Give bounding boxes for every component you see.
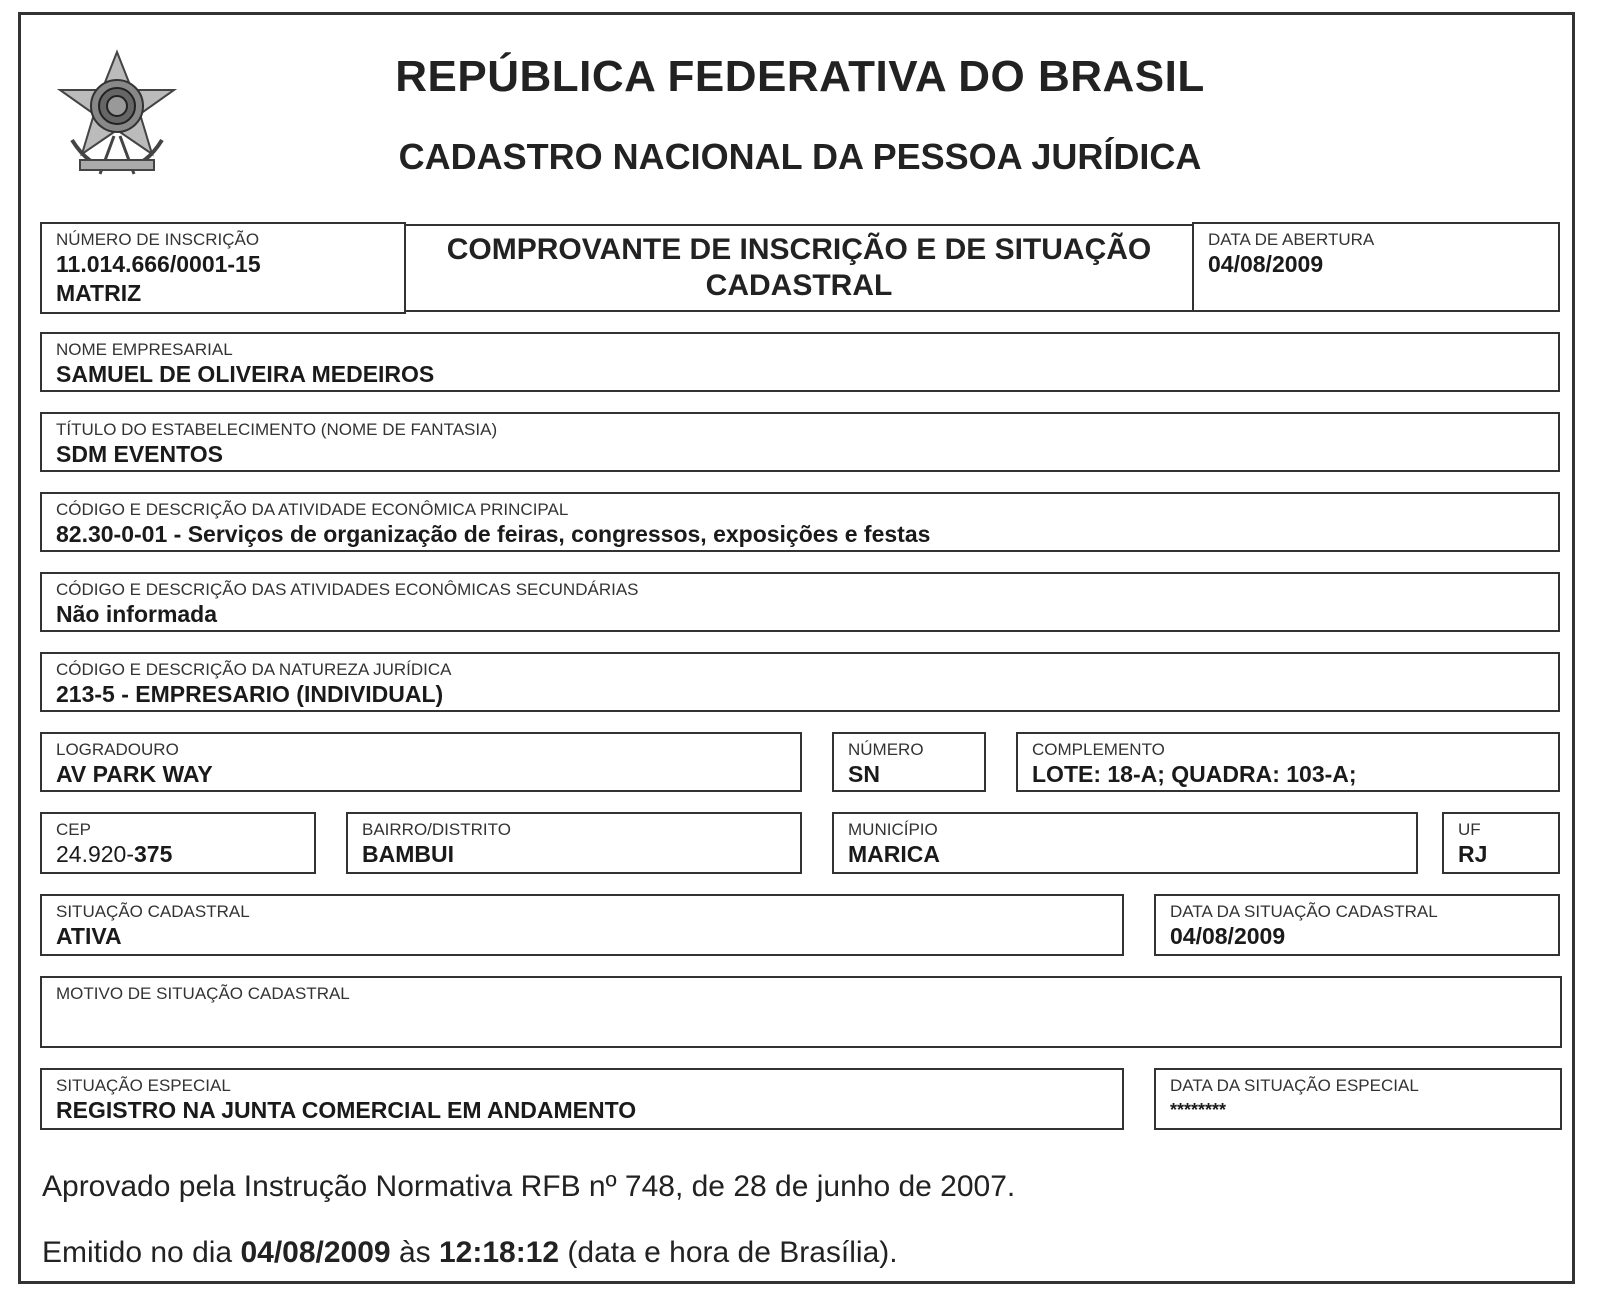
comprovante-line2: CADASTRAL [705, 269, 893, 302]
comprovante-line1: COMPROVANTE DE INSCRIÇÃO E DE SITUAÇÃO [446, 233, 1152, 266]
titulo-value: SDM EVENTOS [56, 441, 223, 467]
uf-label: UF [1458, 820, 1481, 839]
motivo-box [40, 976, 1562, 1048]
nome-empresarial-label: NOME EMPRESARIAL [56, 340, 233, 359]
municipio-label: MUNICÍPIO [848, 820, 938, 839]
situacao-especial-value: REGISTRO NA JUNTA COMERCIAL EM ANDAMENTO [56, 1097, 637, 1123]
bairro-box [346, 812, 802, 874]
data-situacao-cadastral-box [1154, 894, 1560, 956]
data-situacao-cadastral-label: DATA DA SITUAÇÃO CADASTRAL [1170, 902, 1438, 921]
emitido-prefix: Emitido no dia [42, 1236, 241, 1269]
cep-value [56, 840, 314, 869]
abertura-box [1192, 222, 1560, 312]
atividade-principal-box [40, 492, 1560, 552]
inscricao-box [40, 222, 406, 314]
emitido-text [42, 1236, 898, 1270]
titulo-label: TÍTULO DO ESTABELECIMENTO (NOME DE FANTASIA) [56, 420, 498, 439]
natureza-juridica-label: CÓDIGO E DESCRIÇÃO DA NATUREZA JURÍDICA [56, 660, 452, 679]
numero-box [832, 732, 986, 792]
natureza-juridica-value: 213-5 - EMPRESARIO (INDIVIDUAL) [56, 681, 444, 707]
data-situacao-especial-label: DATA DA SITUAÇÃO ESPECIAL [1170, 1076, 1419, 1095]
logradouro-label: LOGRADOURO [56, 740, 179, 759]
coat-of-arms-emblem [52, 48, 182, 178]
cep-box [40, 812, 316, 874]
situacao-especial-box [40, 1068, 1124, 1130]
cep-value-part2: 375 [134, 841, 173, 867]
page-title: REPÚBLICA FEDERATIVA DO BRASIL [395, 52, 1205, 101]
logradouro-value: AV PARK WAY [56, 761, 213, 787]
complemento-value: LOTE: 18-A; QUADRA: 103-A; [1032, 761, 1357, 787]
municipio-value: MARICA [848, 841, 940, 867]
situacao-cadastral-box [40, 894, 1124, 956]
abertura-label: DATA DE ABERTURA [1208, 230, 1375, 249]
situacao-especial-label: SITUAÇÃO ESPECIAL [56, 1076, 231, 1095]
situacao-cadastral-label: SITUAÇÃO CADASTRAL [56, 902, 250, 921]
nome-empresarial-box [40, 332, 1560, 392]
page-subtitle: CADASTRO NACIONAL DA PESSOA JURÍDICA [398, 136, 1202, 177]
emitido-data: 04/08/2009 [240, 1236, 391, 1269]
uf-box [1442, 812, 1560, 874]
uf-value: RJ [1458, 841, 1488, 867]
aprovado-text: Aprovado pela Instrução Normativa RFB nº 748, de 28 de junho de 2007. [42, 1170, 1016, 1203]
abertura-value: 04/08/2009 [1208, 251, 1324, 277]
data-situacao-cadastral-value: 04/08/2009 [1170, 923, 1286, 949]
complemento-box [1016, 732, 1560, 792]
comprovante-title [404, 224, 1194, 312]
numero-value: SN [848, 761, 880, 787]
bairro-value: BAMBUI [362, 841, 454, 867]
data-situacao-especial-value: ******** [1170, 1100, 1227, 1120]
data-situacao-especial-box [1154, 1068, 1562, 1130]
atividades-secundarias-label: CÓDIGO E DESCRIÇÃO DAS ATIVIDADES ECONÔMICAS SECUNDÁRIAS [56, 580, 639, 599]
atividades-secundarias-value: Não informada [56, 601, 218, 627]
emitido-mid: às [390, 1236, 439, 1269]
titulo-box [40, 412, 1560, 472]
inscricao-label: NÚMERO DE INSCRIÇÃO [56, 230, 260, 249]
atividade-principal-label: CÓDIGO E DESCRIÇÃO DA ATIVIDADE ECONÔMICA PRINCIPAL [56, 500, 569, 519]
numero-label: NÚMERO [848, 740, 924, 759]
cep-value-part1: 24.920- [56, 841, 135, 867]
situacao-cadastral-value: ATIVA [56, 923, 122, 949]
complemento-label: COMPLEMENTO [1032, 740, 1165, 759]
cep-label: CEP [56, 820, 91, 839]
inscricao-number: 11.014.666/0001-15 [56, 251, 261, 277]
emitido-hora: 12:18:12 [438, 1236, 560, 1269]
nome-empresarial-value: SAMUEL DE OLIVEIRA MEDEIROS [56, 361, 435, 387]
atividade-principal-value: 82.30-0-01 - Serviços de organização de feiras, congressos, exposições e festas [56, 521, 931, 547]
logradouro-box [40, 732, 802, 792]
motivo-label: MOTIVO DE SITUAÇÃO CADASTRAL [56, 984, 350, 1003]
municipio-box [832, 812, 1418, 874]
bairro-label: BAIRRO/DISTRITO [362, 820, 511, 839]
emitido-suffix: (data e hora de Brasília). [559, 1236, 898, 1269]
inscricao-tipo: MATRIZ [56, 280, 142, 306]
atividades-secundarias-box [40, 572, 1560, 632]
natureza-juridica-box [40, 652, 1560, 712]
